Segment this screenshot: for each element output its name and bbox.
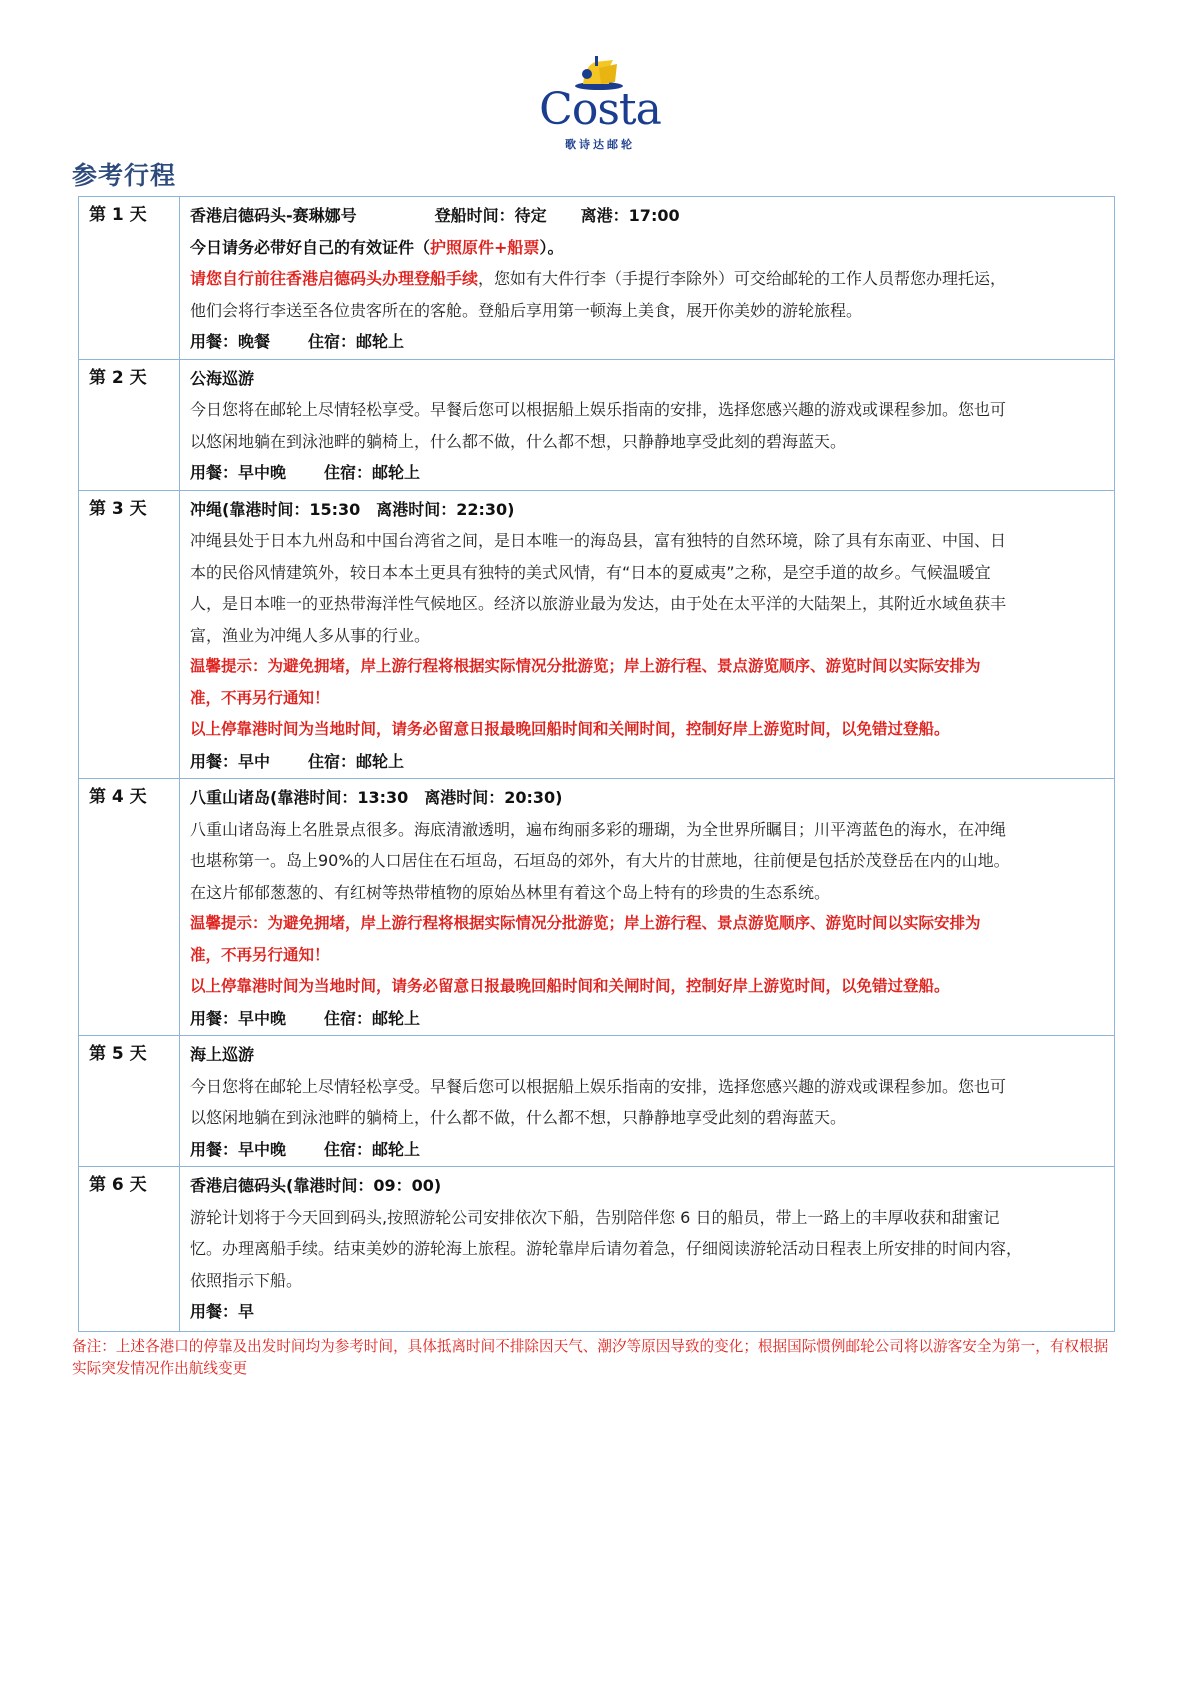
description-line: 游轮计划将于今天回到码头,按照游轮公司安排依次下船，告别陪伴您 6 日的船员，带上一路上的丰厚收获和甜蜜记 (190, 1207, 1000, 1227)
description-line: 依照指示下船。 (190, 1270, 303, 1290)
port-time-notice: 以上停靠港时间为当地时间，请务必留意日报最晚回船时间和关闸时间，控制好岸上游览时间，以免错过登船。 (190, 977, 950, 995)
table-row (79, 197, 1115, 360)
day-header: 冲绳(靠港时间：15:30 离港时间：22:30) (190, 499, 515, 519)
meal-stay: 用餐：早中晚 住宿：邮轮上 (190, 1008, 421, 1028)
meal-stay: 用餐：晚餐 住宿：邮轮上 (190, 332, 405, 351)
day-label: 第 6 天 (79, 1167, 180, 1332)
description-line: 也堪称第一。岛上90%的人口居住在石垣岛，石垣岛的郊外，有大片的甘蔗地，往前便是包括於茂登岳在内的山地。 (190, 851, 1010, 870)
day-content (180, 359, 1115, 490)
costa-logo (535, 56, 665, 152)
table-row (79, 490, 1115, 779)
meal-stay: 用餐：早中晚 住宿：邮轮上 (190, 1139, 421, 1159)
logo-subtitle: 歌诗达邮轮 (565, 138, 635, 151)
day-content (180, 1167, 1115, 1332)
port-time-notice: 以上停靠港时间为当地时间，请务必留意日报最晚回船时间和关闸时间，控制好岸上游览时间，以免错过登船。 (190, 720, 950, 738)
footnote: 备注：上述各港口的停靠及出发时间均为参考时间，具体抵离时间不排除因天气、潮汐等原因导致的变化；根据国际惯例邮轮公司将以游客安全为第一，有权根据实际突发情况作出航线变更 (72, 1338, 1109, 1377)
day-label: 第 2 天 (79, 359, 180, 490)
meal-stay: 用餐：早中晚 住宿：邮轮上 (190, 463, 421, 482)
boarding-instructions: 请您自行前往香港启德码头办理登船手续，您如有大件行李（手提行李除外）可交给邮轮的工作人员帮您办理托运， (190, 269, 1007, 288)
day-content (180, 490, 1115, 779)
itinerary-table (78, 196, 1115, 1332)
warm-tip: 温馨提示：为避免拥堵，岸上游行程将根据实际情况分批游览；岸上游行程、景点游览顺序、游览时间以实际安排为 (190, 657, 981, 675)
meal-stay: 用餐：早 (190, 1302, 255, 1321)
table-row (79, 779, 1115, 1036)
description-line: 今日您将在邮轮上尽情轻松享受。早餐后您可以根据船上娱乐指南的安排，选择您感兴趣的游戏或课程参加。您也可 (190, 400, 1007, 419)
meal-stay: 用餐：早中 住宿：邮轮上 (190, 751, 405, 771)
description-line: 以悠闲地躺在到泳池畔的躺椅上，什么都不做，什么都不想，只静静地享受此刻的碧海蓝天。 (190, 431, 847, 451)
description-line: 以悠闲地躺在到泳池畔的躺椅上，什么都不做，什么都不想，只静静地享受此刻的碧海蓝天。 (190, 1108, 847, 1127)
day-header: 香港启德码头(靠港时间：09：00) (190, 1176, 442, 1195)
day-content (180, 197, 1115, 360)
description-line: 本的民俗风情建筑外，较日本本土更具有独特的美式风情，有“日本的夏威夷”之称，是空手道的故乡。气候温暖宜 (190, 562, 991, 582)
description-line: 忆。办理离船手续。结束美妙的游轮海上旅程。游轮靠岸后请勿着急，仔细阅读游轮活动日程表上所安排的时间内容， (190, 1239, 1023, 1258)
day-content (180, 1036, 1115, 1167)
day-label: 第 3 天 (79, 490, 180, 779)
description-line: 人，是日本唯一的亚热带海洋性气候地区。经济以旅游业最为发达，由于处在太平洋的大陆架上，其附近水域鱼获丰 (190, 594, 1007, 613)
day-header: 八重山诸岛(靠港时间：13:30 离港时间：20:30) (190, 788, 563, 807)
description-line: 富，渔业为冲绳人多从事的行业。 (190, 625, 431, 645)
description-line: 八重山诸岛海上名胜景点很多。海底清澈透明，遍布绚丽多彩的珊瑚，为全世界所瞩目；川平湾蓝色的海水，在冲绳 (190, 819, 1007, 839)
warm-tip: 温馨提示：为避免拥堵，岸上游行程将根据实际情况分批游览；岸上游行程、景点游览顺序、游览时间以实际安排为 (190, 914, 981, 932)
day-header: 海上巡游 (190, 1045, 255, 1064)
warm-tip: 准，不再另行通知！ (190, 688, 330, 707)
logo-wordmark: Costa (539, 84, 661, 135)
description-line: 今日您将在邮轮上尽情轻松享受。早餐后您可以根据船上娱乐指南的安排，选择您感兴趣的游戏或课程参加。您也可 (190, 1076, 1007, 1096)
description-line: 冲绳县处于日本九州岛和中国台湾省之间，是日本唯一的海岛县，富有独特的自然环境，除了具有东南亚、中国、日 (190, 531, 1007, 550)
day-header: 公海巡游 (190, 368, 255, 388)
table-row (79, 1167, 1115, 1332)
page-title: 参考行程 (72, 161, 177, 190)
day-header: 香港启德码头-赛琳娜号 登船时间：待定 离港：17:00 (190, 206, 680, 225)
day-label: 第 4 天 (79, 779, 180, 1036)
table-row (79, 359, 1115, 490)
table-row (79, 1036, 1115, 1167)
description-line: 他们会将行李送至各位贵客所在的客舱。登船后享用第一顿海上美食，展开你美妙的游轮旅程。 (190, 300, 863, 320)
warm-tip: 准，不再另行通知！ (190, 945, 330, 964)
day-label: 第 1 天 (79, 197, 180, 360)
day-content (180, 779, 1115, 1036)
document-reminder: 今日请务必带好自己的有效证件（护照原件+船票）。 (190, 237, 564, 257)
day-label: 第 5 天 (79, 1036, 180, 1167)
description-line: 在这片郁郁葱葱的、有红树等热带植物的原始丛林里有着这个岛上特有的珍贵的生态系统。 (190, 882, 831, 902)
